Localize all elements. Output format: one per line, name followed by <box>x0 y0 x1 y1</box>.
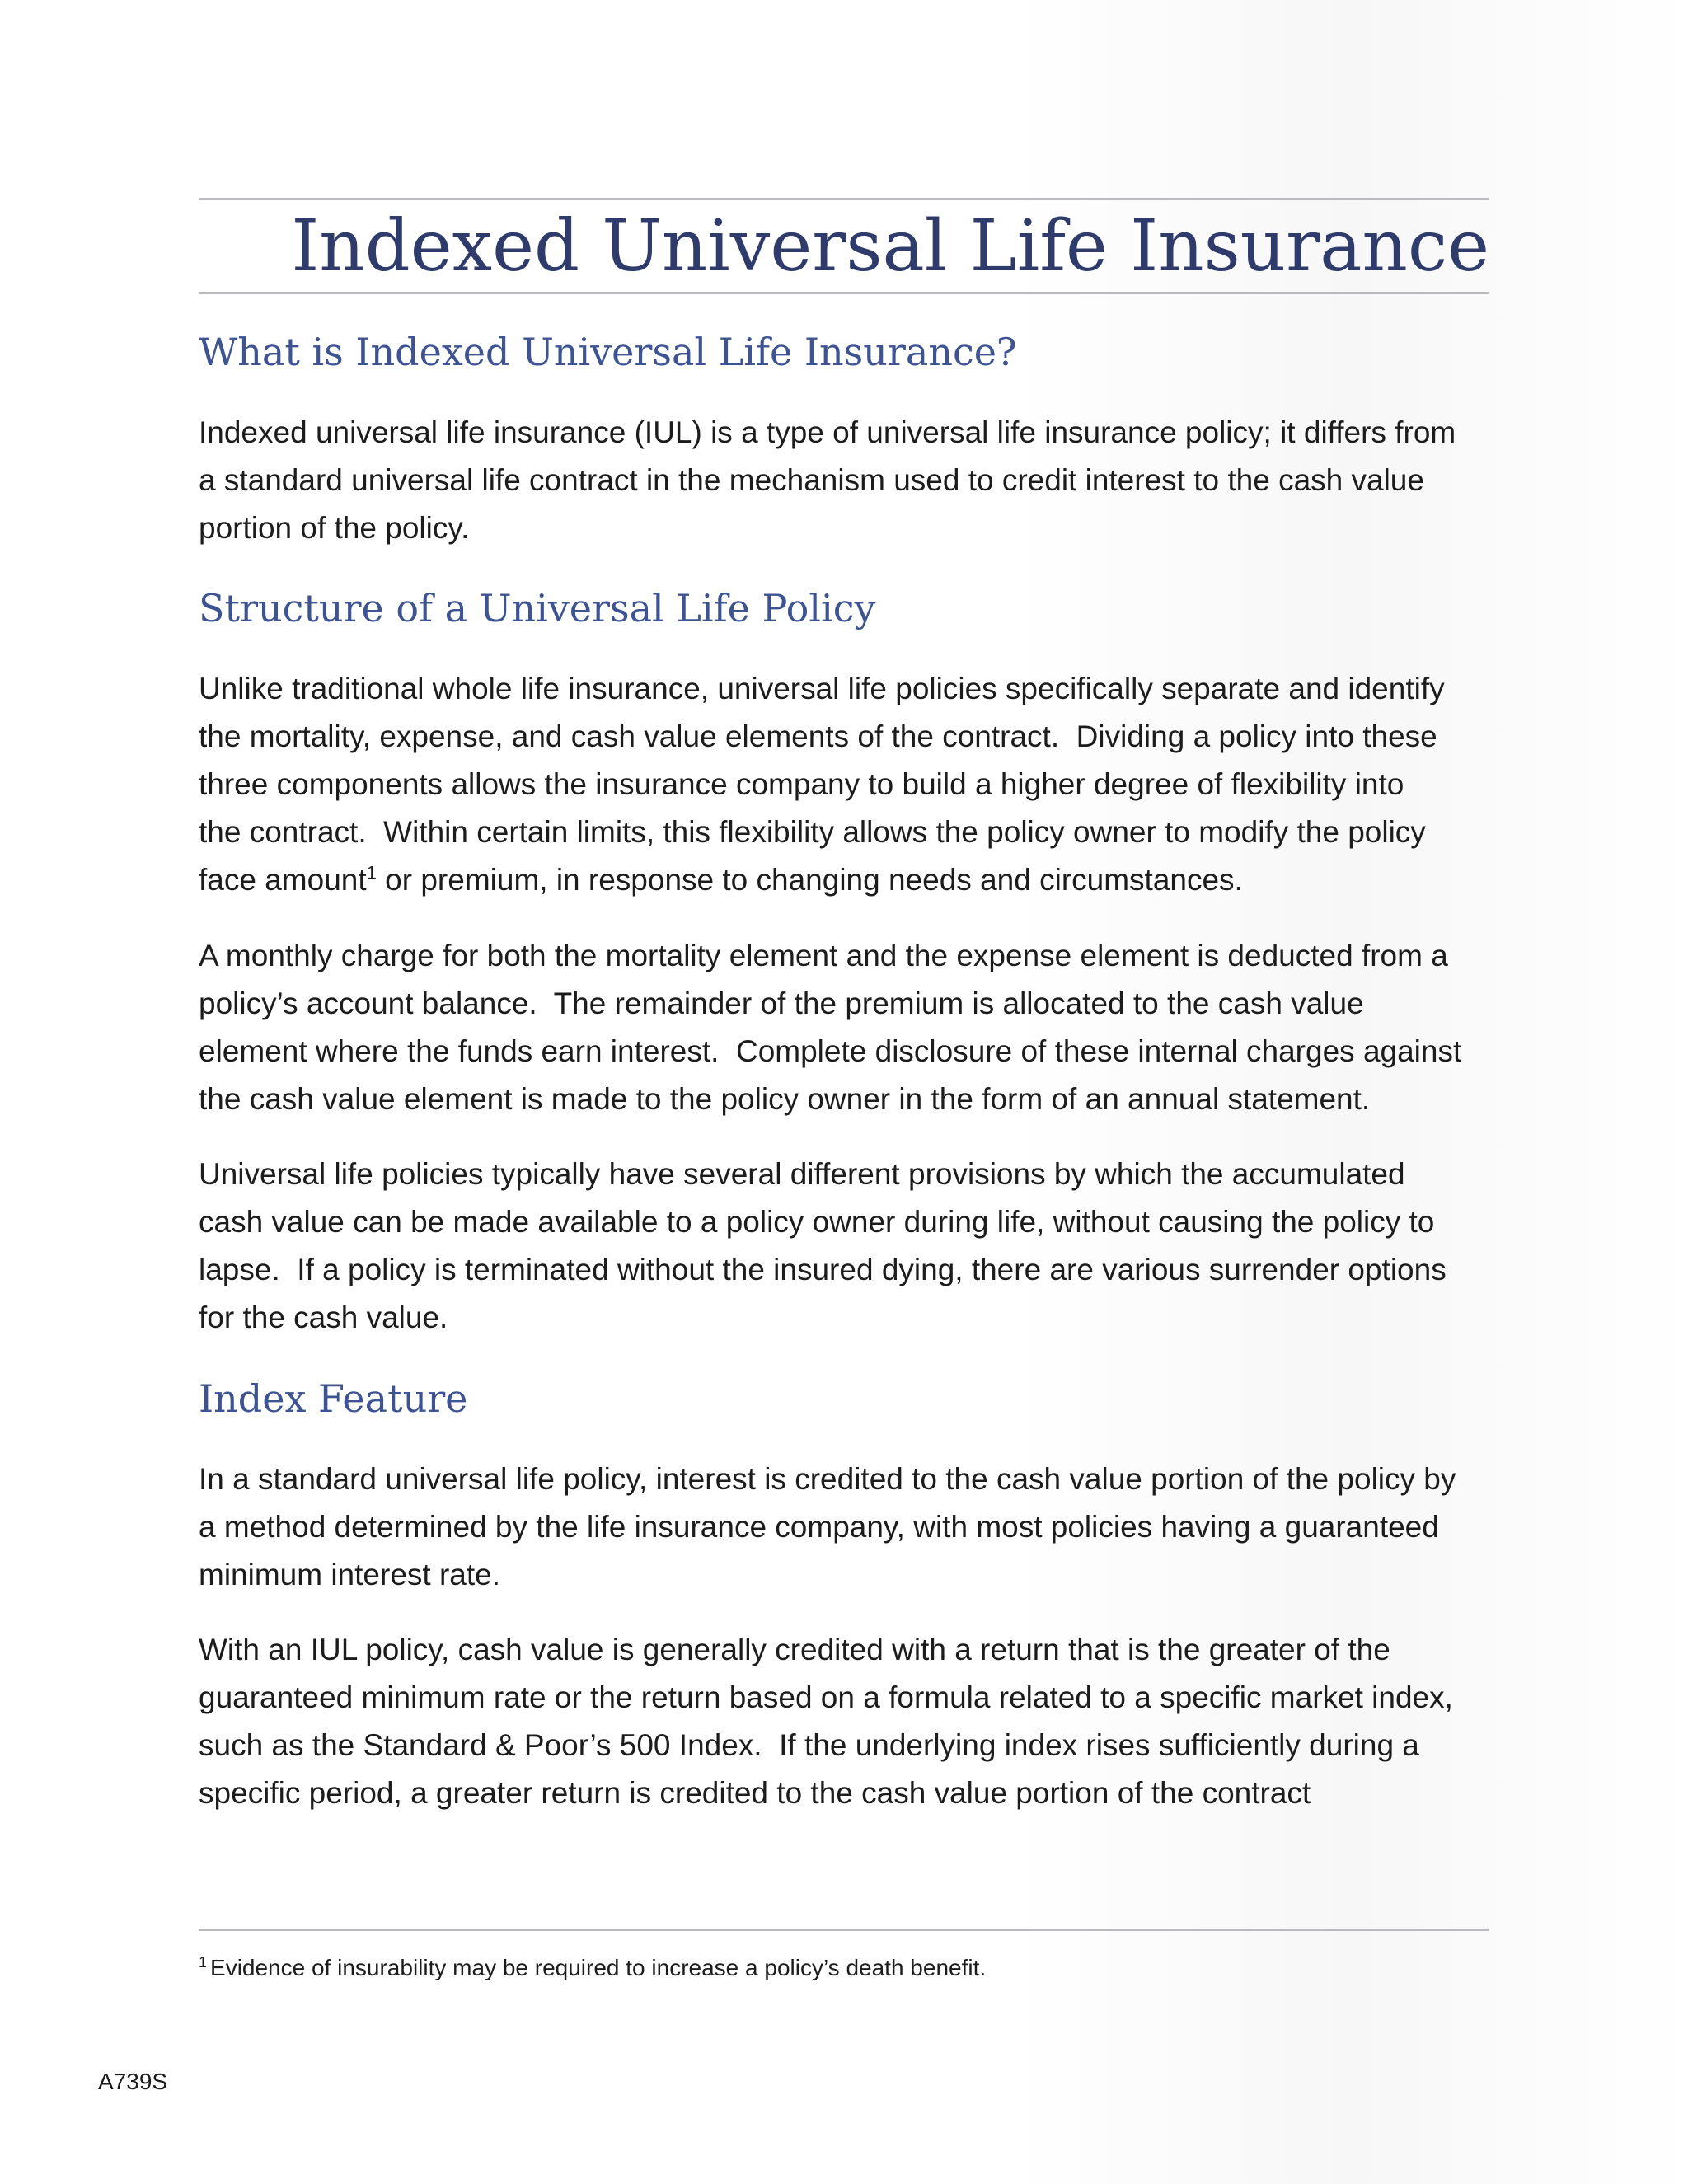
title-top-rule <box>199 198 1489 200</box>
paragraph-line: In a standard universal life policy, interest is credited to the cash value portion of the policy by <box>199 1462 1456 1496</box>
paragraph-line: Universal life policies typically have several different provisions by which the accumulated <box>199 1157 1405 1191</box>
paragraph-line: specific period, a greater return is credited to the cash value portion of the contract <box>199 1776 1311 1810</box>
paragraph-line: the contract. Within certain limits, this flexibility allows the policy owner to modify the policy <box>199 815 1426 849</box>
paragraph-line: Indexed universal life insurance (IUL) is a type of universal life insurance policy; it differs from <box>199 415 1456 449</box>
paragraph-line: A monthly charge for both the mortality element and the expense element is deducted from a <box>199 939 1448 972</box>
paragraph-line: minimum interest rate. <box>199 1558 500 1591</box>
section-heading-what-is-iul: What is Indexed Universal Life Insurance? <box>199 330 1017 374</box>
paragraph-line: element where the funds earn interest. Complete disclosure of these internal charges against <box>199 1034 1462 1068</box>
face-amount-text: face amount <box>199 863 367 897</box>
section-heading-index-feature: Index Feature <box>199 1376 468 1421</box>
footnote-separator <box>199 1929 1489 1931</box>
paragraph-structure-flexibility <box>199 665 1501 904</box>
paragraph-monthly-charge <box>199 932 1501 1123</box>
paragraph-line: With an IUL policy, cash value is generally credited with a return that is the greater of the <box>199 1633 1390 1666</box>
section-heading-structure: Structure of a Universal Life Policy <box>199 586 876 630</box>
paragraph-line: Unlike traditional whole life insurance, universal life policies specifically separate and identify <box>199 672 1445 705</box>
paragraph-line: such as the Standard & Poor’s 500 Index. If the underlying index rises sufficiently during a <box>199 1728 1419 1762</box>
paragraph-line: three components allows the insurance company to build a higher degree of flexibility into <box>199 767 1404 801</box>
paragraph-line: the cash value element is made to the policy owner in the form of an annual statement. <box>199 1082 1371 1116</box>
paragraph-line: the mortality, expense, and cash value elements of the contract. Dividing a policy into these <box>199 719 1437 753</box>
paragraph-line-remainder: or premium, in response to changing needs and circumstances. <box>376 863 1243 897</box>
paragraph-line: policy’s account balance. The remainder of the premium is allocated to the cash value <box>199 987 1364 1020</box>
footnote-marker: 1 <box>199 1953 208 1971</box>
paragraph-line: guaranteed minimum rate or the return based on a formula related to a specific market index, <box>199 1680 1453 1714</box>
paragraph-line <box>199 856 1501 904</box>
paragraph-iul-return <box>199 1626 1501 1817</box>
paragraph-provisions <box>199 1151 1501 1342</box>
title-bottom-rule <box>199 292 1489 294</box>
paragraph-line: for the cash value. <box>199 1301 448 1334</box>
document-code: A739S <box>98 2069 168 2094</box>
paragraph-line: a standard universal life contract in the mechanism used to credit interest to the cash value <box>199 463 1424 497</box>
paragraph-line: a method determined by the life insurance company, with most policies having a guaranteed <box>199 1510 1439 1544</box>
paragraph-line: lapse. If a policy is terminated without the insured dying, there are various surrender options <box>199 1253 1447 1286</box>
footnote <box>199 1952 986 1985</box>
document-title: Indexed Universal Life Insurance <box>291 205 1489 288</box>
footnote-reference: 1 <box>366 862 377 883</box>
paragraph-line: portion of the policy. <box>199 511 470 545</box>
paragraph-iul-definition <box>199 409 1501 552</box>
footnote-text: Evidence of insurability may be required to increase a policy’s death benefit. <box>210 1955 987 1980</box>
paragraph-line: cash value can be made available to a policy owner during life, without causing the policy to <box>199 1205 1435 1239</box>
paragraph-standard-ul-interest <box>199 1455 1501 1599</box>
